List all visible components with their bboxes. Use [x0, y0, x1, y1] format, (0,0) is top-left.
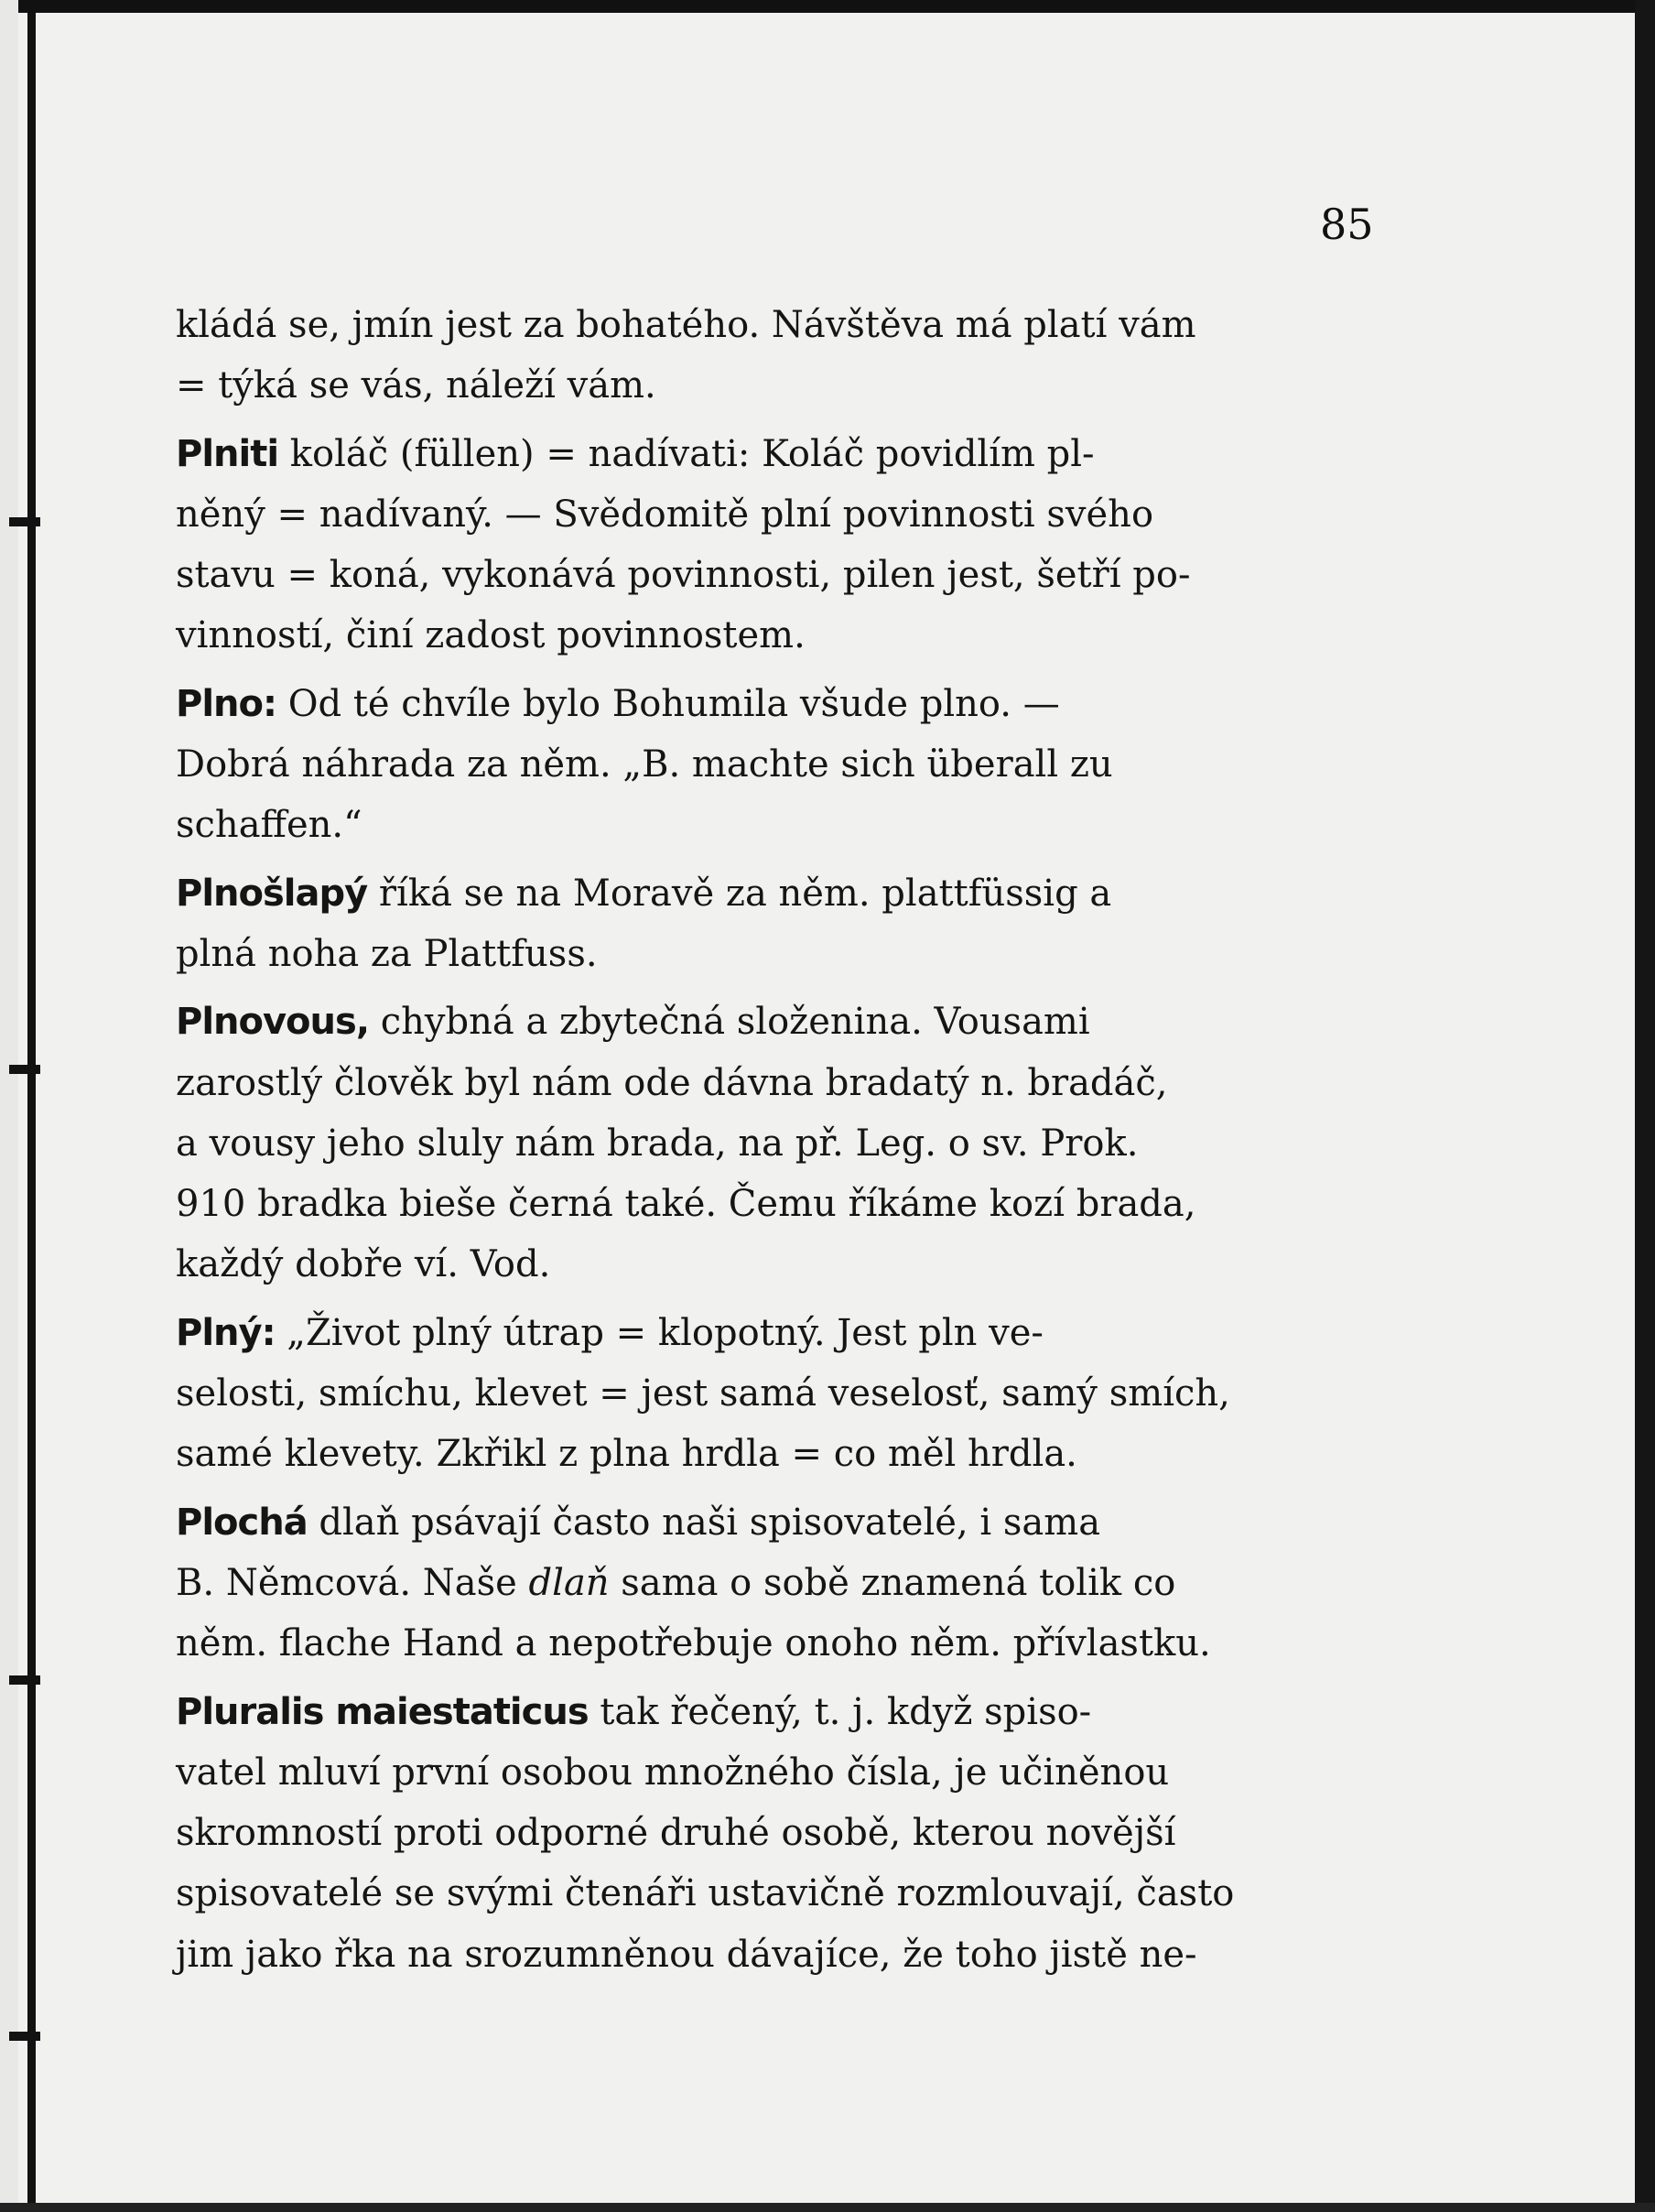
page-right-edge: [1635, 0, 1655, 2212]
binding-mark: [9, 1675, 40, 1685]
entry-term: Plniti: [176, 432, 279, 475]
entry-term: Plnovous,: [176, 1001, 370, 1044]
text-segment: sama o sobě znamená tolik co: [609, 1561, 1176, 1604]
text-line: stavu = koná, vykonává povinnosti, pilen jest, šetří po-: [176, 554, 1191, 597]
entry-term: Plnošlapý: [176, 872, 368, 915]
text-line: každý dobře ví. Vod.: [176, 1243, 551, 1286]
page-number: 85: [1320, 200, 1374, 249]
text-line: [176, 1553, 1373, 1613]
text-line: Dobrá náhrada za něm. „B. machte sich überall zu: [176, 743, 1113, 786]
text-line: schaffen.“: [176, 804, 362, 847]
text-line: spisovatelé se svými čtenáři ustavičně rozmlouvají, často: [176, 1872, 1235, 1915]
text-line: vinností, činí zadost povinnostem.: [176, 614, 806, 657]
entry-term: Plochá: [176, 1501, 308, 1544]
entry-first-line: [176, 863, 1373, 924]
entry-text: chybná a zbytečná složenina. Vousami: [369, 1001, 1090, 1044]
text-segment: B. Němcová. Naše: [176, 1561, 529, 1604]
entry-text: „Život plný útrap = klopotný. Jest pln ve-: [275, 1311, 1044, 1354]
text-line: skromností proti odporné druhé osobě, kterou novější: [176, 1812, 1176, 1855]
body-text: [176, 295, 1373, 1985]
text-line: jim jako řka na srozumněnou dávajíce, že toho jistě ne-: [176, 1933, 1197, 1976]
text-line: 910 bradka bieše černá také. Čemu říkáme kozí brada,: [176, 1183, 1196, 1226]
page-bottom-edge: [0, 2203, 1655, 2212]
binding-mark: [9, 1065, 40, 1074]
entry-term: Pluralis maiestaticus: [176, 1690, 589, 1733]
binding-line: [27, 13, 36, 2212]
text-line: vatel mluví první osobou množného čísla, je učiněnou: [176, 1751, 1170, 1794]
entry-term: Plno:: [176, 682, 276, 725]
text-line: = týká se vás, náleží vám.: [176, 364, 656, 407]
binding-mark: [9, 517, 40, 526]
page-top-edge: [0, 0, 1655, 13]
text-line: plná noha za Plattfuss.: [176, 932, 598, 975]
entry-text: Od té chvíle bylo Bohumila všude plno. —: [276, 682, 1060, 725]
text-line: něm. flache Hand a nepotřebuje onoho něm. přívlastku.: [176, 1622, 1211, 1665]
entry-text: říká se na Moravě za něm. plattfüssig a: [367, 872, 1112, 915]
entry-text: koláč (füllen) = nadívati: Koláč povidlím pl-: [278, 432, 1095, 475]
text-line: kládá se, jmín jest za bohatého. Návštěva má platí vám: [176, 304, 1196, 346]
text-line: zarostlý člověk byl nám ode dávna bradatý n. bradáč,: [176, 1061, 1168, 1104]
entry-first-line: [176, 674, 1373, 734]
entry-first-line: [176, 1682, 1373, 1742]
text-line: něný = nadívaný. — Svědomitě plní povinnosti svého: [176, 493, 1154, 536]
entry-term: Plný:: [176, 1311, 276, 1354]
entry-first-line: [176, 992, 1373, 1052]
entry-first-line: [176, 1492, 1373, 1553]
text-line: a vousy jeho sluly nám brada, na př. Leg. o sv. Prok.: [176, 1122, 1139, 1165]
italic-word: dlaň: [528, 1561, 610, 1604]
entry-first-line: [176, 424, 1373, 484]
text-line: selosti, smíchu, klevet = jest samá veselosť, samý smích,: [176, 1372, 1230, 1415]
entry-text: tak řečený, t. j. když spiso-: [588, 1690, 1092, 1733]
entry-text: dlaň psávají často naši spisovatelé, i sama: [307, 1501, 1101, 1544]
entry-first-line: [176, 1303, 1373, 1363]
page-left-margin: [0, 0, 18, 2212]
binding-mark: [9, 2032, 40, 2041]
text-line: samé klevety. Zkřikl z plna hrdla = co měl hrdla.: [176, 1433, 1077, 1476]
